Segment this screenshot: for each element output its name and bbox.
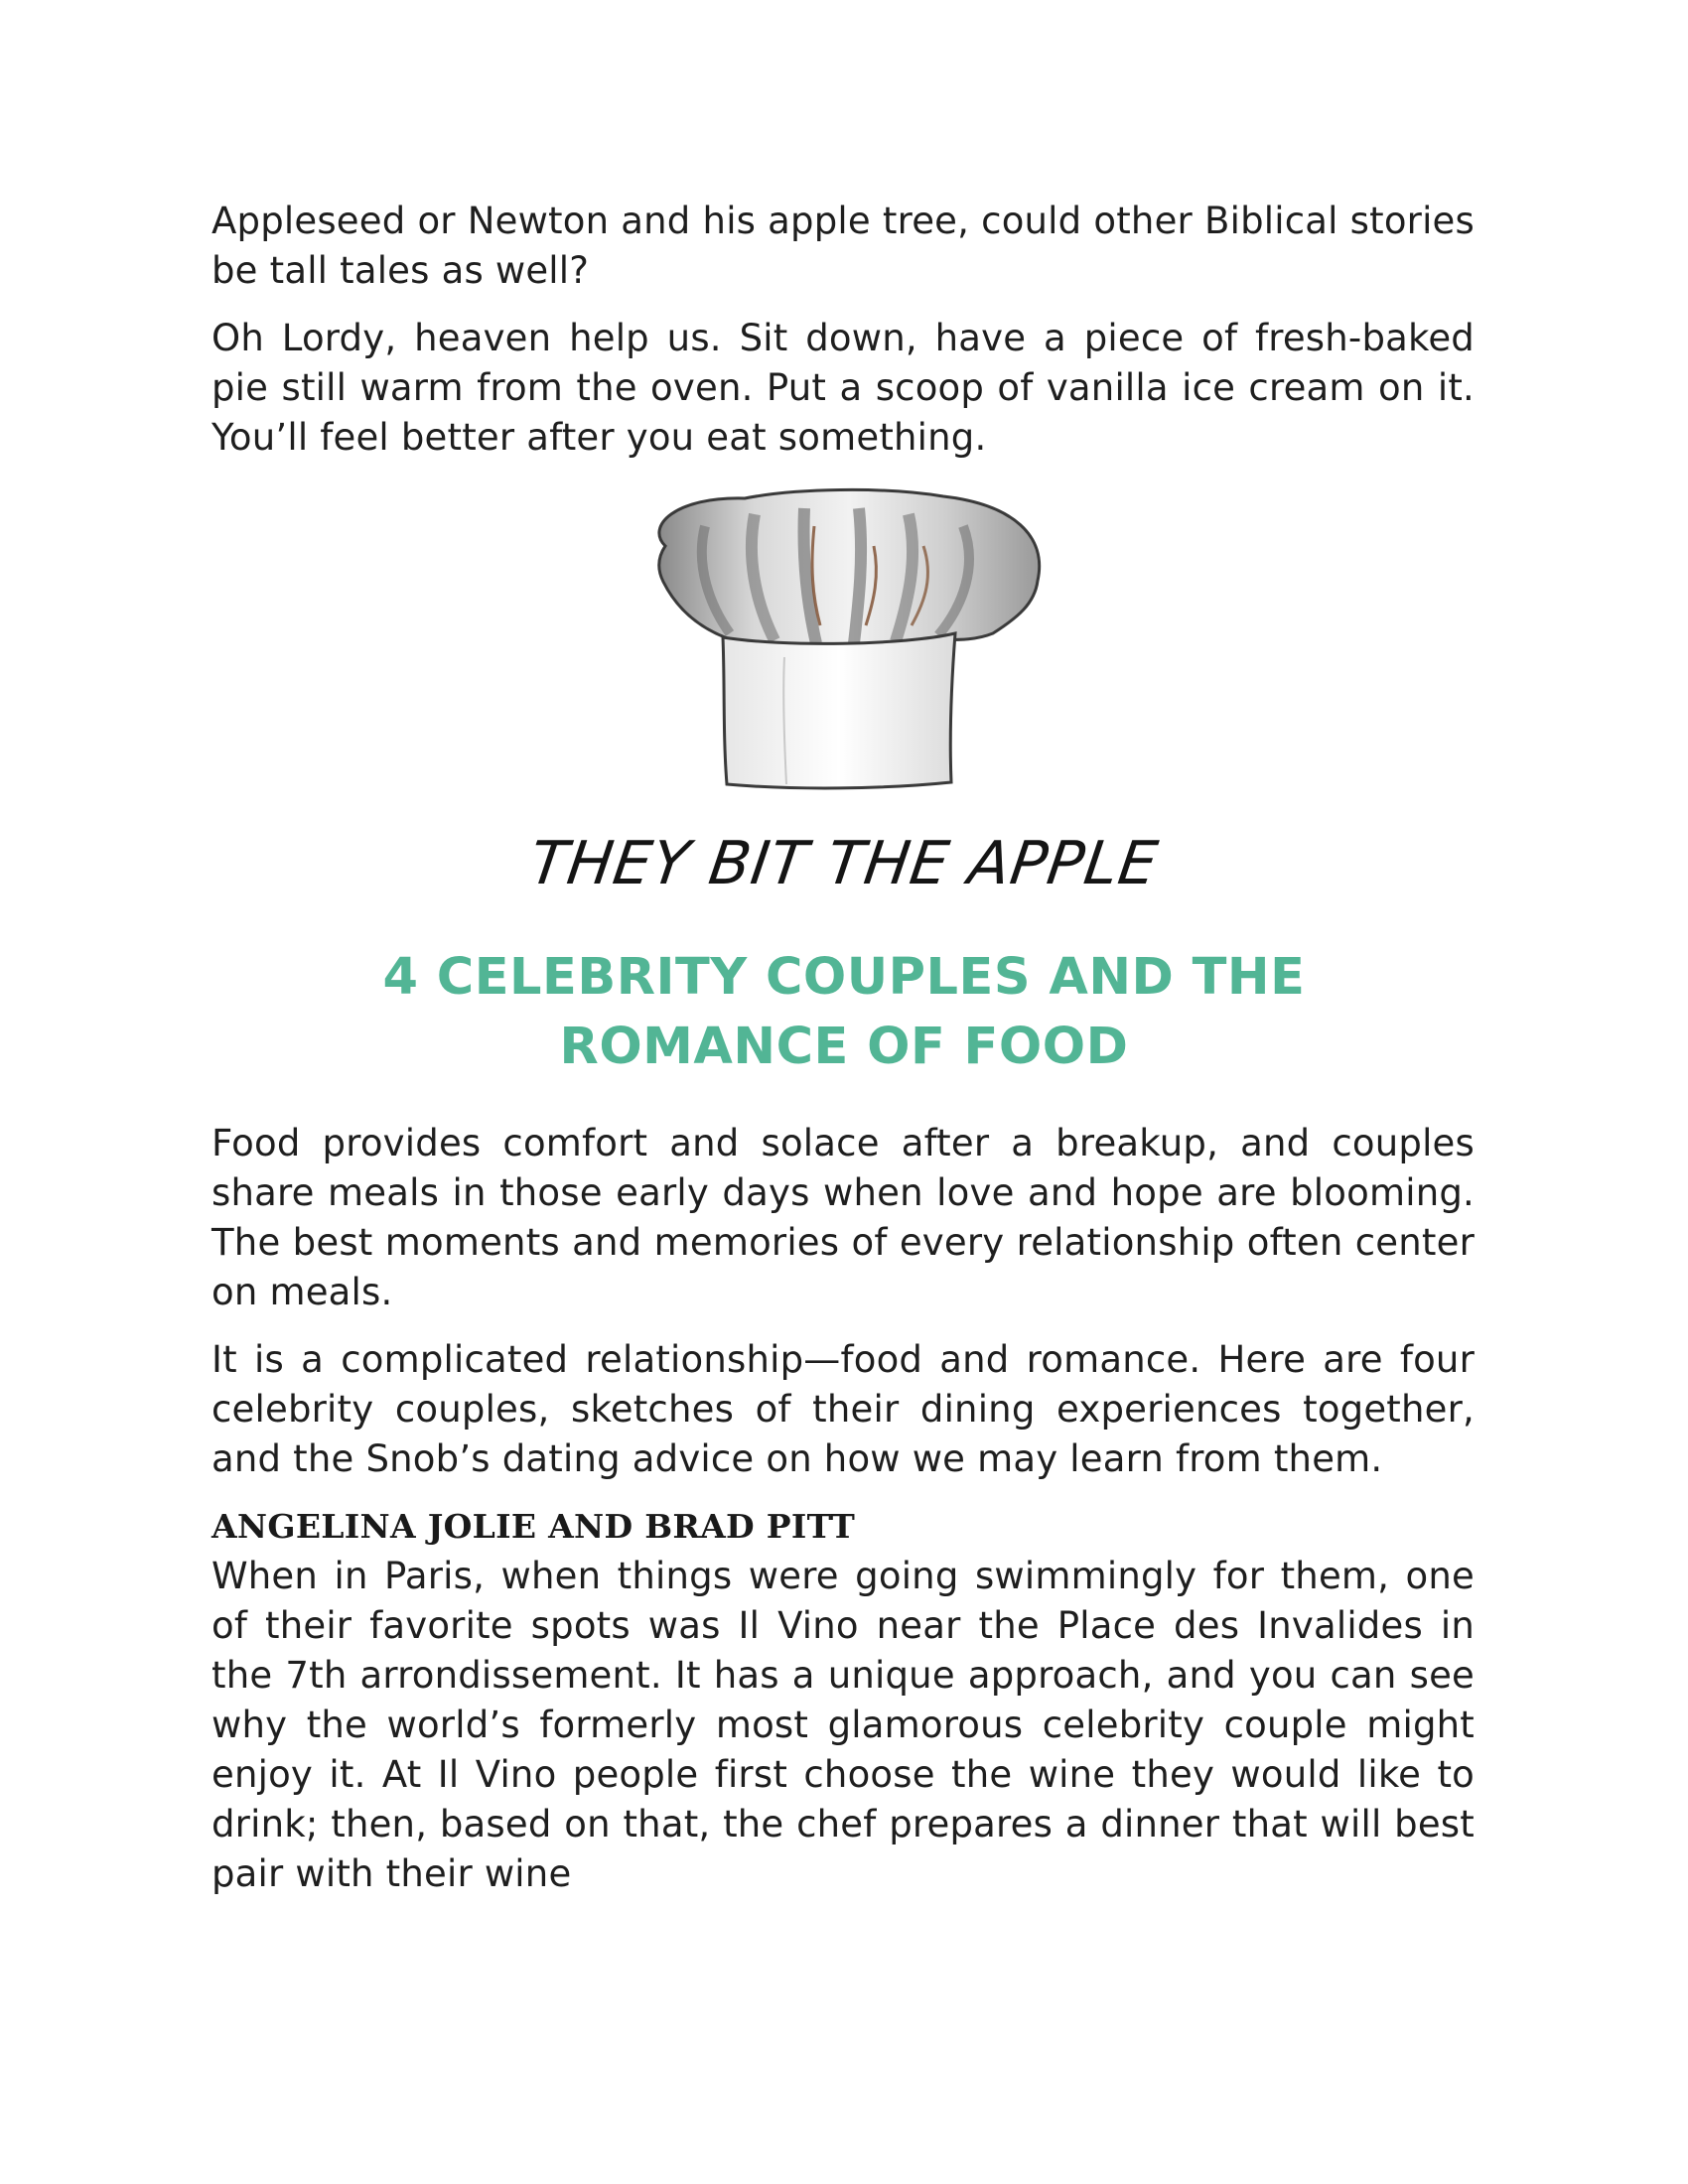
- section-heading: [0, 943, 1688, 1082]
- section-heading-line-2: ROMANCE OF FOOD: [559, 1018, 1129, 1076]
- section-paragraph-1: Food provides comfort and solace after a breakup, and couples share meals in those early days when love and hope are blooming. The best moments and memories of every relationship often center on meals.: [211, 1122, 1475, 1313]
- couple-subheading: ANGELINA JOLIE AND BRAD PITT: [211, 1507, 856, 1546]
- intro-text: [211, 197, 1475, 463]
- chef-hat-icon: [635, 486, 1053, 796]
- couple-paragraph: When in Paris, when things were going swimmingly for them, one of their favorite spots was Il Vino near the Place des Invalides in the 7th arrondissement. It has a unique approach, and you can see why the world’s formerly most glamorous celebrity couple might enjoy it. At Il Vino people first choose the wine they would like to drink; then, based on that, the chef prepares a dinner that will best pair with their wine: [211, 1555, 1475, 1895]
- intro-paragraph-2: Oh Lordy, heaven help us. Sit down, have a piece of fresh-baked pie still warm from the oven. Put a scoop of vanilla ice cream on it. You’ll feel better after you eat something.: [211, 317, 1475, 459]
- section-script-title: THEY BIT THE APPLE: [525, 829, 1163, 898]
- section-body: [211, 1119, 1475, 1899]
- section-heading-line-1: 4 CELEBRITY COUPLES AND THE: [382, 948, 1306, 1007]
- section-paragraph-2: It is a complicated relationship—food and romance. Here are four celebrity couples, sketches of their dining experiences together, and the Snob’s dating advice on how we may learn from them.: [211, 1338, 1475, 1480]
- intro-paragraph-1: Appleseed or Newton and his apple tree, could other Biblical stories be tall tales as well?: [211, 200, 1475, 292]
